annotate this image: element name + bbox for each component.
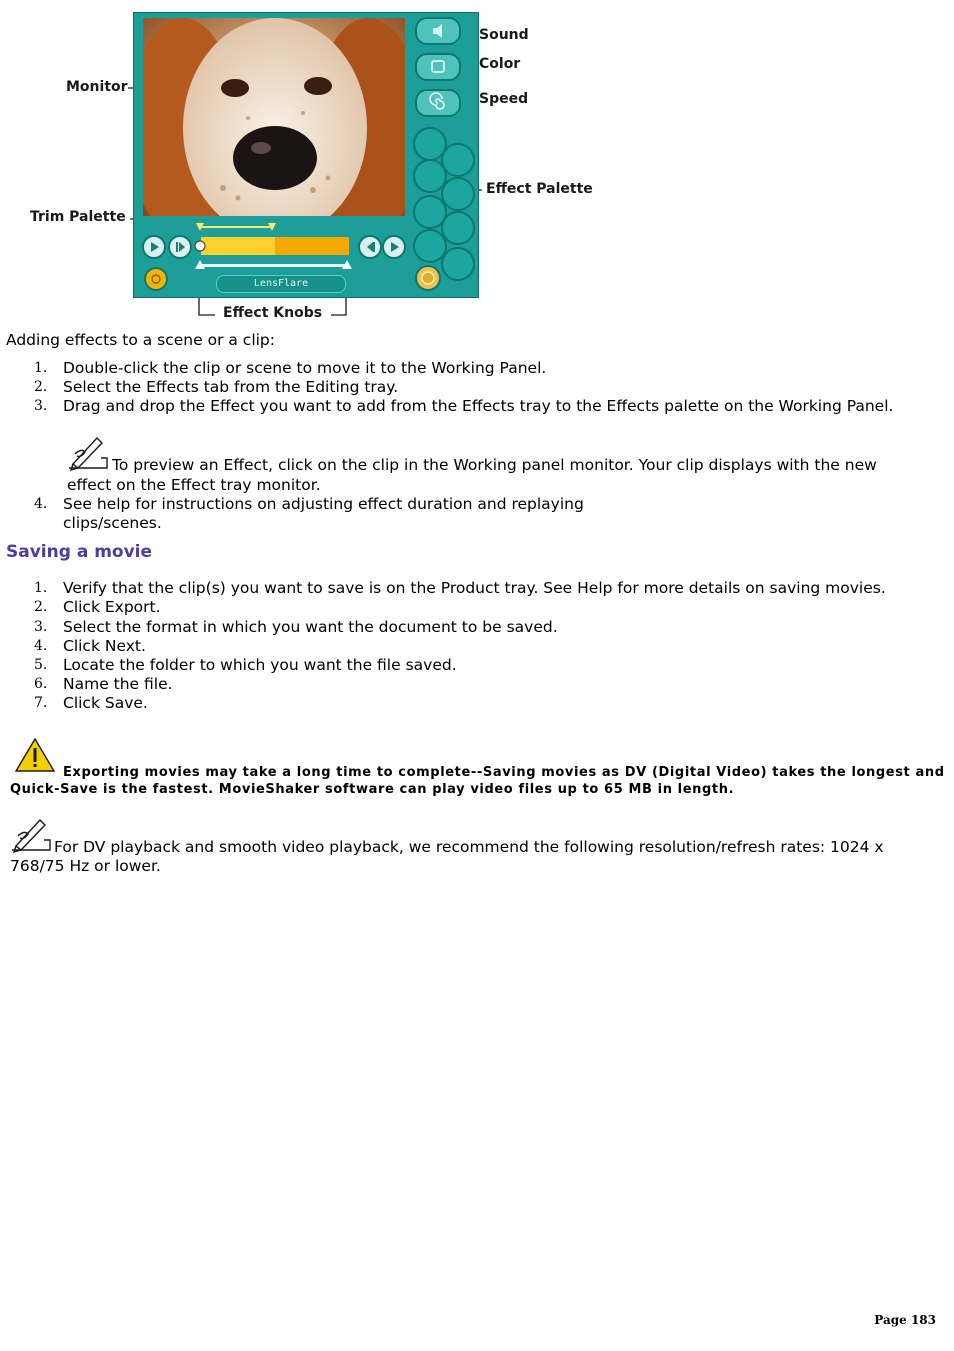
note-preview-line2: effect on the Effect tray monitor. bbox=[67, 476, 321, 494]
effect-knobs[interactable] bbox=[192, 259, 354, 273]
step-back-button[interactable] bbox=[358, 235, 382, 259]
list-item: Click Next. bbox=[63, 637, 146, 655]
intro-text: Adding effects to a scene or a clip: bbox=[6, 331, 275, 349]
callout-monitor: Monitor bbox=[66, 79, 128, 95]
play-button[interactable] bbox=[142, 235, 166, 259]
movieshaker-working-panel-figure bbox=[0, 0, 954, 330]
note-preview-line1: To preview an Effect, click on the clip in the Working panel monitor. Your clip displays with the new bbox=[112, 456, 877, 474]
effect-toggle-button[interactable] bbox=[144, 267, 168, 291]
warning-line1: Exporting movies may take a long time to complete--Saving movies as DV (Digital Video) takes the longest and bbox=[63, 765, 945, 780]
list-item: Verify that the clip(s) you want to save is on the Product tray. See Help for more details on saving movies. bbox=[63, 579, 886, 597]
list-item: See help for instructions on adjusting effect duration and replaying bbox=[63, 495, 584, 513]
note-pencil-icon bbox=[10, 816, 54, 854]
list-item: Locate the folder to which you want the file saved. bbox=[63, 656, 457, 674]
page-number: Page 183 bbox=[874, 1313, 936, 1327]
callout-speed: Speed bbox=[479, 91, 529, 107]
list-item: Click Export. bbox=[63, 598, 161, 616]
effect-name-field: LensFlare bbox=[216, 275, 346, 293]
note-pencil-icon bbox=[67, 434, 111, 472]
step-forward-button[interactable] bbox=[168, 235, 192, 259]
callout-color: Color bbox=[479, 56, 521, 72]
list-item: Select the format in which you want the document to be saved. bbox=[63, 618, 558, 636]
trim-markers bbox=[192, 217, 352, 255]
callout-sound: Sound bbox=[479, 27, 529, 43]
effect-slot[interactable] bbox=[441, 247, 475, 281]
warning-icon bbox=[14, 737, 56, 773]
monitor-preview-image bbox=[143, 18, 405, 216]
callout-effect-knobs: Effect Knobs bbox=[223, 305, 323, 321]
list-item: Click Save. bbox=[63, 694, 148, 712]
next-button[interactable] bbox=[382, 235, 406, 259]
list-item: Select the Effects tab from the Editing tray. bbox=[63, 378, 399, 396]
list-item-continued: clips/scenes. bbox=[63, 514, 162, 532]
note-dv-line1: For DV playback and smooth video playback, we recommend the following resolution/refresh rates: 1024 x bbox=[54, 838, 884, 856]
working-panel bbox=[133, 12, 479, 298]
callout-trim-palette: Trim Palette bbox=[30, 209, 126, 225]
callout-effect-palette: Effect Palette bbox=[486, 181, 593, 197]
note-dv-line2: 768/75 Hz or lower. bbox=[10, 857, 161, 875]
sound-button[interactable] bbox=[415, 17, 461, 45]
color-button[interactable] bbox=[415, 53, 461, 81]
section-heading-saving: Saving a movie bbox=[6, 542, 153, 562]
effect-apply-button[interactable] bbox=[415, 265, 441, 291]
list-item: Drag and drop the Effect you want to add from the Effects tray to the Effects palette on the Working Panel. bbox=[63, 397, 894, 415]
list-item: Double-click the clip or scene to move it to the Working Panel. bbox=[63, 359, 547, 377]
effect-palette bbox=[413, 15, 475, 291]
speed-button[interactable] bbox=[415, 89, 461, 117]
list-item: Name the file. bbox=[63, 675, 173, 693]
warning-line2: Quick-Save is the fastest. MovieShaker software can play video files up to 65 MB in length. bbox=[10, 782, 735, 797]
